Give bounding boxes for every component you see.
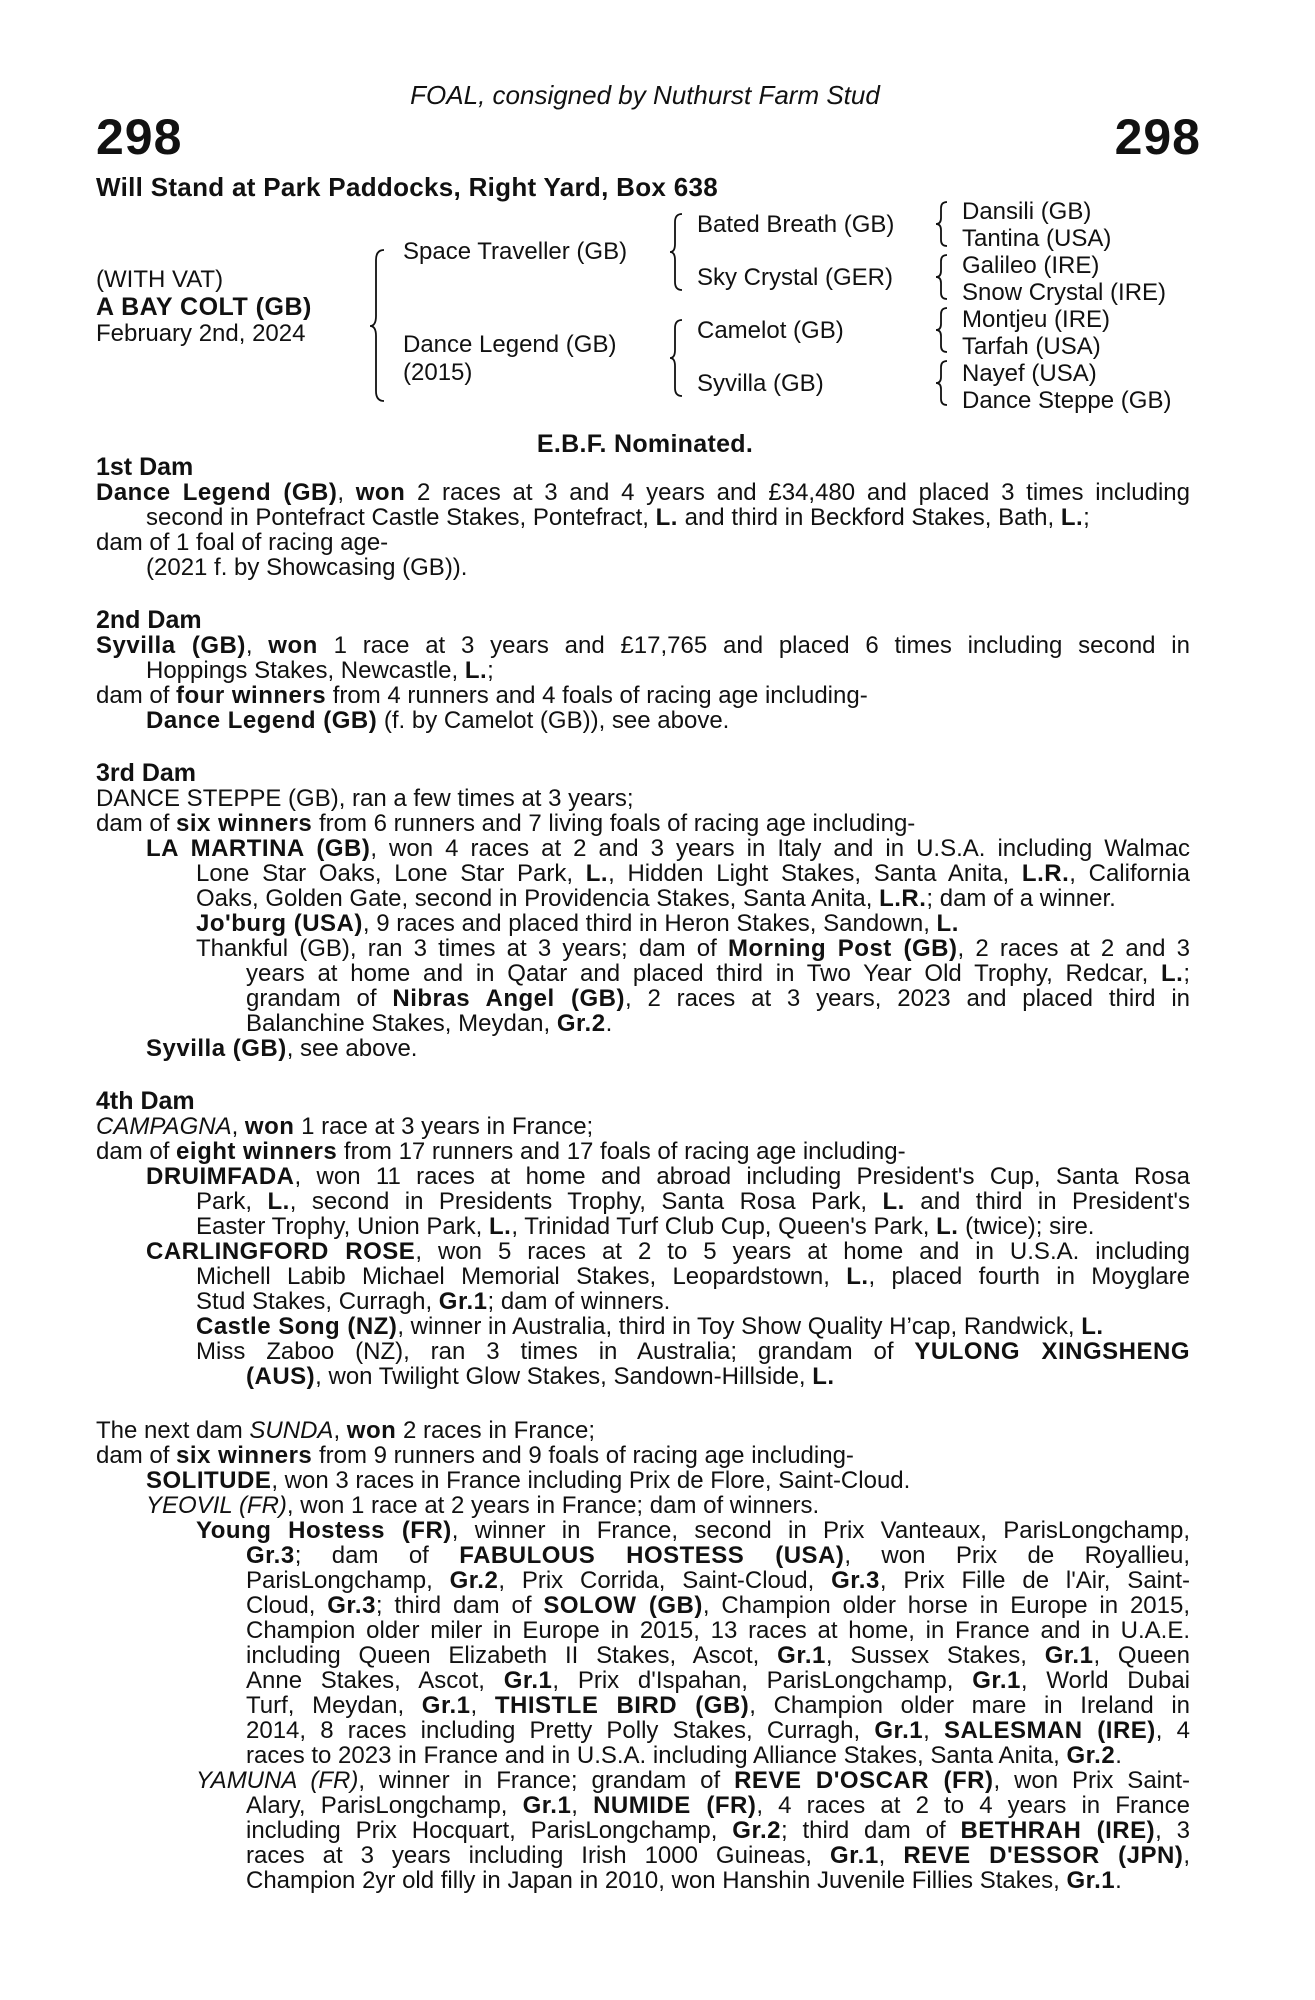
fourth-dam-heading: 4th Dam (96, 1087, 195, 1115)
second-dam-line-1: Syvilla (GB), won 1 race at 3 years and £17,765 and placed 6 times including second in (96, 632, 1190, 659)
third-dam-produce-3b: years at home and in Qatar and placed third in Two Year Old Trophy, Redcar, L.; (246, 960, 1190, 987)
third-dam-produce-1b: Lone Star Oaks, Lone Star Park, L., Hidden Light Stakes, Santa Anita, L.R., California (196, 860, 1191, 887)
foal-name: A BAY COLT (GB) (96, 293, 312, 321)
fourth-dam-line-1: CAMPAGNA, won 1 race at 3 years in France; (96, 1113, 594, 1140)
next-dam-produce-4d: races at 3 years including Irish 1000 Guineas, Gr.1, REVE D'ESSOR (JPN), (246, 1842, 1190, 1869)
pedigree-sire: Space Traveller (GB) (403, 238, 628, 265)
pedigree-sds: Galileo (IRE) (962, 252, 1100, 279)
third-dam-heading: 3rd Dam (96, 759, 197, 787)
pedigree-ddd: Dance Steppe (GB) (962, 387, 1172, 414)
next-dam-produce-4b: Alary, ParisLongchamp, Gr.1, NUMIDE (FR), 4 races at 2 to 4 years in France (246, 1792, 1190, 1819)
next-dam-produce-4c: including Prix Hocquart, ParisLongchamp, Gr.2; third dam of BETHRAH (IRE), 3 (246, 1817, 1191, 1844)
first-dam-line-3: dam of 1 foal of racing age- (96, 529, 389, 556)
fourth-dam-produce-1b: Park, L., second in Presidents Trophy, Santa Rosa Park, L. and third in President's (196, 1188, 1191, 1215)
horse-name: Syvilla (GB) (96, 632, 246, 659)
third-dam-produce-3c: grandam of Nibras Angel (GB), 2 races at 3 years, 2023 and placed third in (246, 985, 1191, 1012)
next-dam-line-2: dam of six winners from 9 runners and 9 foals of racing age including- (96, 1442, 854, 1469)
pedigree-bracket-1 (368, 248, 388, 403)
third-dam-line-2: dam of six winners from 6 runners and 7 living foals of racing age including- (96, 810, 916, 837)
next-dam-produce-3j: races to 2023 in France and in U.S.A. including Alliance Stakes, Santa Anita, Gr.2. (246, 1742, 1122, 1769)
next-dam-produce-3i: 2014, 8 races including Pretty Polly Stakes, Curragh, Gr.1, SALESMAN (IRE), 4 (246, 1717, 1190, 1744)
next-dam-produce-3g: Anne Stakes, Ascot, Gr.1, Prix d'Ispahan, ParisLongchamp, Gr.1, World Dubai (246, 1667, 1190, 1694)
pedigree-sire-sire: Bated Breath (GB) (697, 211, 895, 238)
next-dam-produce-3f: including Queen Elizabeth II Stakes, Ascot, Gr.1, Sussex Stakes, Gr.1, Queen (246, 1642, 1190, 1669)
first-dam-line-4: (2021 f. by Showcasing (GB)). (146, 554, 468, 581)
pedigree-bracket-5 (935, 253, 951, 301)
next-dam-produce-1: SOLITUDE, won 3 races in France including Prix de Flore, Saint-Cloud. (146, 1467, 911, 1494)
consignor-line: FOAL, consigned by Nuthurst Farm Stud (410, 80, 880, 110)
lot-number-right: 298 (1114, 109, 1201, 165)
pedigree-dds: Nayef (USA) (962, 360, 1097, 387)
pedigree-dsd: Tarfah (USA) (962, 333, 1101, 360)
pedigree-dam-dam: Syvilla (GB) (697, 370, 824, 397)
first-dam-heading: 1st Dam (96, 453, 194, 481)
pedigree-dss: Montjeu (IRE) (962, 306, 1111, 333)
first-dam-line-2: second in Pontefract Castle Stakes, Pontefract, L. and third in Beckford Stakes, Bath, L.; (146, 504, 1090, 531)
fourth-dam-produce-1: DRUIMFADA, won 11 races at home and abroad including President's Cup, Santa Rosa (146, 1163, 1190, 1190)
fourth-dam-produce-1c: Easter Trophy, Union Park, L., Trinidad Turf Club Cup, Queen's Park, L. (twice); sire. (196, 1213, 1095, 1240)
pedigree-bracket-7 (935, 359, 951, 407)
third-dam-produce-1c: Oaks, Golden Gate, second in Providencia Stakes, Santa Anita, L.R.; dam of a winner. (196, 885, 1116, 912)
third-dam-produce-3: Thankful (GB), ran 3 times at 3 years; dam of Morning Post (GB), 2 races at 2 and 3 (196, 935, 1191, 962)
third-dam-produce-1: LA MARTINA (GB), won 4 races at 2 and 3 years in Italy and in U.S.A. including Walmac (146, 835, 1190, 862)
third-dam-produce-3d: Balanchine Stakes, Meydan, Gr.2. (246, 1010, 613, 1037)
stand-location: Will Stand at Park Paddocks, Right Yard, Box 638 (96, 172, 718, 202)
next-dam-produce-3e: Champion older miler in Europe in 2015, 13 races at home, in France and in U.A.E. (246, 1617, 1190, 1644)
foal-dob: February 2nd, 2024 (96, 320, 306, 347)
pedigree-bracket-6 (935, 306, 951, 354)
next-dam-produce-3d: Cloud, Gr.3; third dam of SOLOW (GB), Champion older horse in Europe in 2015, (246, 1592, 1191, 1619)
pedigree-sire-dam: Sky Crystal (GER) (697, 264, 894, 291)
next-dam-produce-4e: Champion 2yr old filly in Japan in 2010, won Hanshin Juvenile Fillies Stakes, Gr.1. (246, 1867, 1122, 1894)
fourth-dam-line-2: dam of eight winners from 17 runners and 17 foals of racing age including- (96, 1138, 906, 1165)
pedigree-dam-sire: Camelot (GB) (697, 317, 844, 344)
next-dam-produce-3c: ParisLongchamp, Gr.2, Prix Corrida, Saint-Cloud, Gr.3, Prix Fille de l'Air, Saint- (246, 1567, 1191, 1594)
second-dam-heading: 2nd Dam (96, 606, 202, 634)
pedigree-sdd: Snow Crystal (IRE) (962, 279, 1167, 306)
second-dam-line-4: Dance Legend (GB) (f. by Camelot (GB)), see above. (146, 707, 730, 734)
fourth-dam-produce-3: Castle Song (NZ), winner in Australia, third in Toy Show Quality H’cap, Randwick, L. (196, 1313, 1104, 1340)
horse-name: Dance Legend (GB) (96, 479, 338, 506)
fourth-dam-produce-2: CARLINGFORD ROSE, won 5 races at 2 to 5 years at home and in U.S.A. including (146, 1238, 1190, 1265)
fourth-dam-produce-4: Miss Zaboo (NZ), ran 3 times in Australia; grandam of YULONG XINGSHENG (196, 1338, 1191, 1365)
next-dam-produce-3: Young Hostess (FR), winner in France, second in Prix Vanteaux, ParisLongchamp, (196, 1517, 1190, 1544)
third-dam-produce-4: Syvilla (GB), see above. (146, 1035, 418, 1062)
fourth-dam-produce-2b: Michell Labib Michael Memorial Stakes, Leopardstown, L., placed fourth in Moyglare (196, 1263, 1190, 1290)
ebf-nominated: E.B.F. Nominated. (536, 430, 754, 458)
lot-number-left: 298 (96, 109, 183, 165)
next-dam-line-1: The next dam SUNDA, won 2 races in France; (96, 1417, 596, 1444)
pedigree-sss: Dansili (GB) (962, 198, 1092, 225)
pedigree-bracket-2 (668, 212, 686, 292)
next-dam-produce-3b: Gr.3; dam of FABULOUS HOSTESS (USA), won Prix de Royallieu, (246, 1542, 1191, 1569)
second-dam-line-2: Hoppings Stakes, Newcastle, L.; (146, 657, 494, 684)
pedigree-ssd: Tantina (USA) (962, 225, 1112, 252)
next-dam-produce-4: YAMUNA (FR), winner in France; grandam of REVE D'OSCAR (FR), won Prix Saint- (196, 1767, 1191, 1794)
third-dam-line-1: DANCE STEPPE (GB), ran a few times at 3 years; (96, 785, 634, 812)
pedigree-bracket-3 (668, 318, 686, 398)
pedigree-dam-year: (2015) (403, 359, 473, 386)
fourth-dam-produce-2c: Stud Stakes, Curragh, Gr.1; dam of winners. (196, 1288, 671, 1315)
third-dam-produce-2: Jo'burg (USA), 9 races and placed third in Heron Stakes, Sandown, L. (196, 910, 959, 937)
pedigree-dam: Dance Legend (GB) (403, 331, 617, 358)
next-dam-produce-3h: Turf, Meydan, Gr.1, THISTLE BIRD (GB), Champion older mare in Ireland in (246, 1692, 1191, 1719)
second-dam-line-3: dam of four winners from 4 runners and 4 foals of racing age including- (96, 682, 868, 709)
fourth-dam-produce-4b: (AUS), won Twilight Glow Stakes, Sandown-Hillside, L. (246, 1363, 835, 1390)
first-dam-line-1: Dance Legend (GB), won 2 races at 3 and 4 years and £34,480 and placed 3 times including (96, 479, 1190, 506)
pedigree-bracket-4 (935, 200, 951, 248)
next-dam-produce-2: YEOVIL (FR), won 1 race at 2 years in France; dam of winners. (146, 1492, 820, 1519)
foal-vat: (WITH VAT) (96, 266, 224, 293)
